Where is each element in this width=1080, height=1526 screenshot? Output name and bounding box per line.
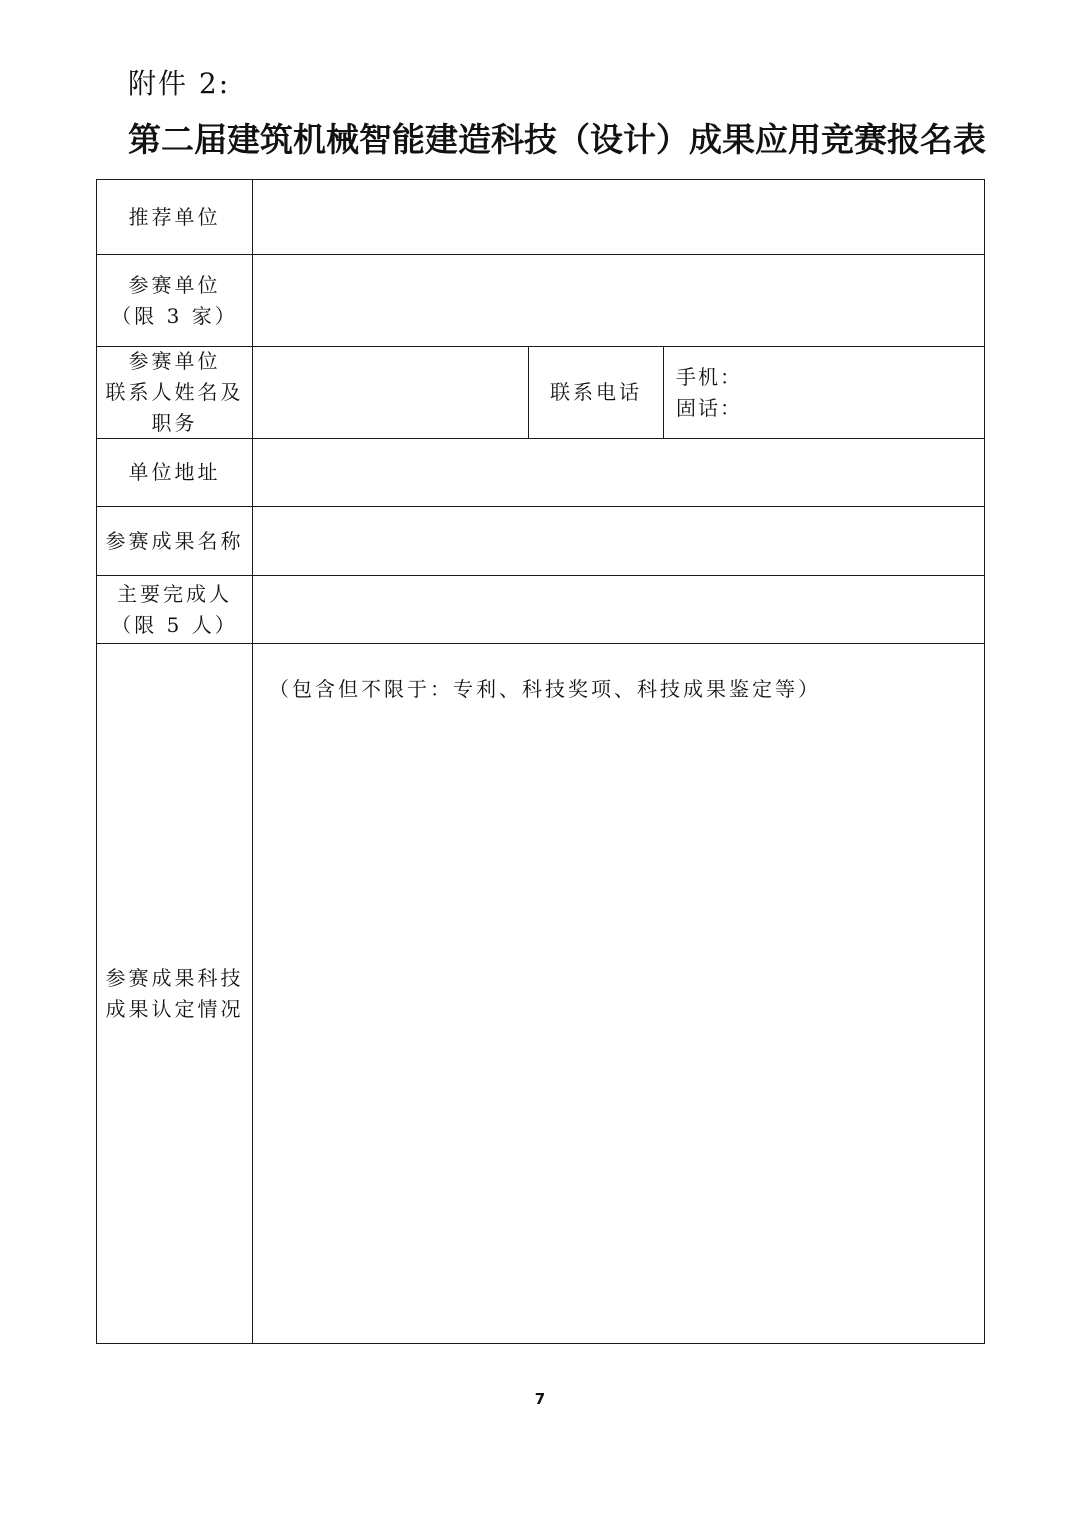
achievement-name-label: 参赛成果名称 [96, 506, 253, 576]
landline-label: 固话： [676, 395, 742, 420]
recognition-field[interactable] [252, 643, 985, 1344]
contact-person-label: 参赛单位 联系人姓名及 职务 [96, 346, 253, 439]
mobile-label: 手机： [676, 364, 742, 389]
attachment-label: 附件 2: [128, 67, 231, 100]
contact-person-field[interactable] [252, 346, 529, 439]
form-title: 第二届建筑机械智能建造科技（设计）成果应用竞赛报名表 [128, 120, 986, 159]
unit-address-label: 单位地址 [96, 438, 253, 507]
recommending-unit-label: 推荐单位 [96, 179, 253, 255]
recognition-label: 参赛成果科技 成果认定情况 [96, 643, 253, 1344]
achievement-name-field[interactable] [252, 506, 985, 576]
contact-phone-label: 联系电话 [528, 346, 664, 439]
page-number: 7 [534, 1390, 546, 1408]
participating-unit-field[interactable] [252, 254, 985, 347]
main-contributors-label: 主要完成人 （限 5 人） [96, 575, 253, 644]
contact-phone-field[interactable] [663, 346, 985, 439]
unit-address-field[interactable] [252, 438, 985, 507]
recognition-hint: （包含但不限于：专利、科技奖项、科技成果鉴定等） [269, 677, 821, 701]
recommending-unit-field[interactable] [252, 179, 985, 255]
participating-unit-label: 参赛单位 （限 3 家） [96, 254, 253, 347]
main-contributors-field[interactable] [252, 575, 985, 644]
registration-form-table [96, 179, 985, 1344]
